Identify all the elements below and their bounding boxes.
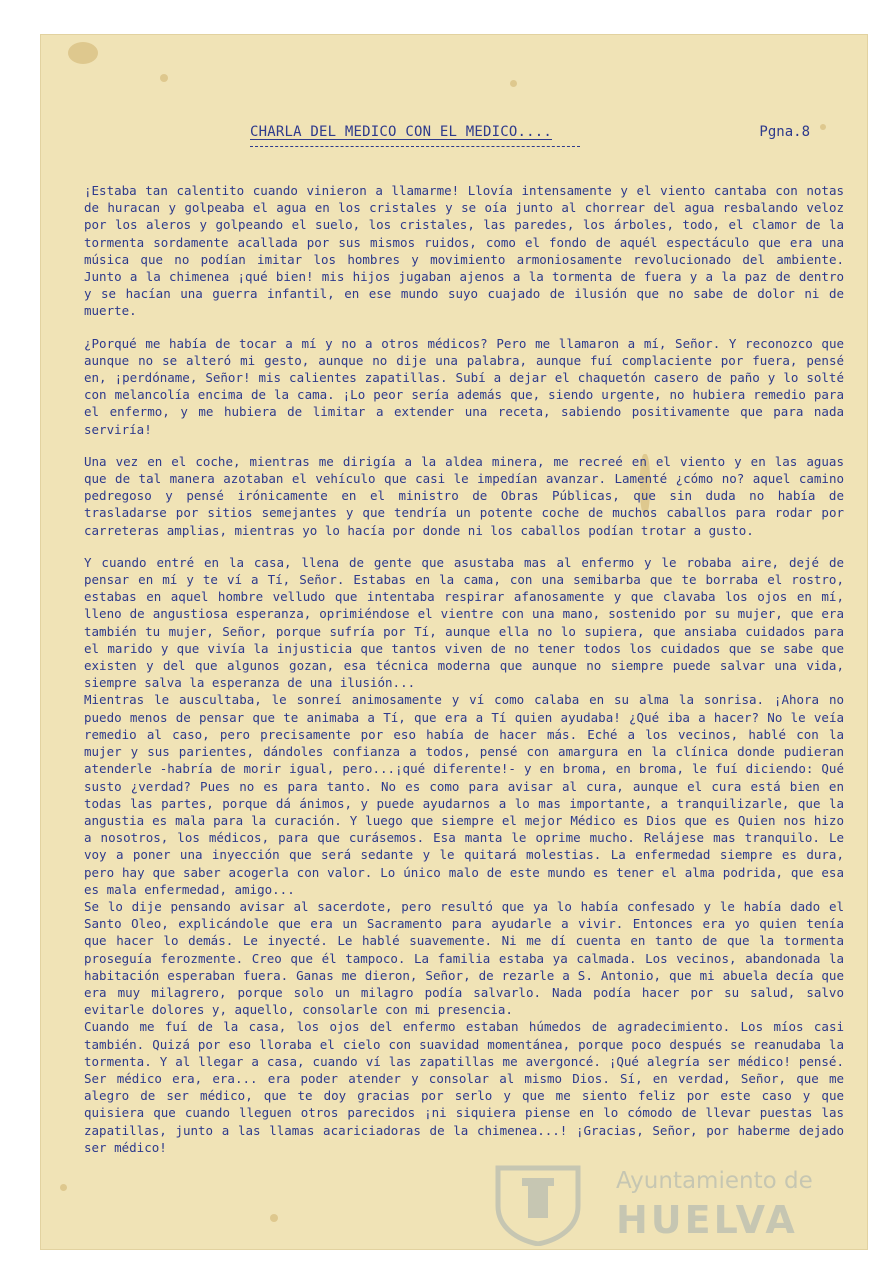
paragraph: Y cuando entré en la casa, llena de gente que asustaba mas al enfermo y le robaba aire, dejé de pensar en mí y te ví a Tí, Señor. Estabas en la cama, con una semibarba que te borraba el rostro, estabas en aquel hombre velludo que intentaba respirar afanosamente y que clavaba los ojos en mí, lleno de angustiosa esperanza, oprimiéndose el vientre con una mano, sostenido por su mujer, que era también tu mujer, Señor, porque sufría por Tí, aunque ella no lo supiera, que ansiaba cuidados para el marido y que vivía la injusticia que tantos viven de no tener todos los cuidados que se sabe que existen y del que algunos gozan, esa técnica moderna que aunque no siempre puede salvar una vida, siempre salva la esperanza de una ilusión... — [84, 554, 844, 691]
watermark-line-2: HUELVA — [616, 1198, 798, 1242]
archive-watermark — [488, 1150, 828, 1250]
paragraph: Una vez en el coche, mientras me dirigía a la aldea minera, me recreé en el viento y en las aguas que de tal manera azotaban el vehículo que casi le impedían avanzar. Lamenté ¿cómo no? aquel camino pedregoso y pensé irónicamente en el ministro de Obras Públicas, que sin duda no había de trasladarse por sitios semejantes y que tendría un potente coche de muchos caballos para rodar por carreteras amplias, mientras yo lo hacía por donde ni los caballos podían trotar a gusto. — [84, 453, 844, 538]
paragraph: Se lo dije pensando avisar al sacerdote, pero resultó que ya lo había confesado y le había dado el Santo Oleo, explicándole que era un Sacramento para ayudarle a vivir. Entonces era yo quien tenía que hacer lo demás. Le inyecté. Le hablé suavemente. Ni me dí cuenta en tanto de que la tormenta proseguía ferozmente. Creo que él tampoco. La familia estaba ya calmada. Los vecinos, abandonada la habitación esperaban fuera. Ganas me dieron, Señor, de rezarle a S. Antonio, que mi abuela decía que era muy milagrero, porque solo un milagro podía salvarlo. Nada podía hacer por su salud, salvo evitarle dolores y, aquello, consolarle con mi presencia. — [84, 898, 844, 1018]
paragraph: ¿Porqué me había de tocar a mí y no a otros médicos? Pero me llamaron a mí, Señor. Y reconozco que aunque no se alteró mi gesto, aunque no dije una palabra, aunque fuí complaciente por fuera, pensé en, ¡perdóname, Señor! mis calientes zapatillas. Subí a dejar el chaquetón casero de paño y lo solté con melancolía encima de la cama. ¡Lo peor sería además que, siendo urgente, no hubiera remedio para el enfermo, y me hubiera de limitar a extender una receta, sabiendo positivamente que para nada serviría! — [84, 335, 844, 437]
page-number: Pgna.8 — [759, 124, 810, 140]
paragraph: ¡Estaba tan calentito cuando vinieron a llamarme! Llovía intensamente y el viento cantaba con notas de huracan y golpeaba el agua en los cristales y se oía junto al chorrear del agua resbalando veloz por los aleros y golpeando el suelo, los cristales, las paredes, los árboles, todo, el clamor de la tormenta sordamente acallada por sus mismos ruidos, como el fondo de aquél espectáculo que era una música que no podían imitar los hombres y movimiento armoniosamente revolucionado del ambiente. Junto a la chimenea ¡qué bien! mis hijos jugaban ajenos a la tormenta de fuera y a la paz de dentro y se hacían una guerra infantil, en ese mundo suyo cuajado de ilusión que no sabe de dolor ni de muerte. — [84, 183, 844, 319]
stain-spot — [270, 1214, 278, 1222]
title-underline — [250, 146, 580, 147]
document-body — [84, 182, 844, 1156]
stain-spot — [160, 74, 168, 82]
stain-spot — [60, 1184, 67, 1191]
coat-of-arms-icon — [488, 1162, 588, 1246]
stain-spot — [510, 80, 517, 87]
watermark-line-1: Ayuntamiento de — [616, 1168, 813, 1194]
stain-spot — [68, 42, 98, 64]
page-header — [250, 124, 810, 154]
paragraph: Mientras le auscultaba, le sonreí animosamente y ví como calaba en su alma la sonrisa. ¡Ahora no puedo menos de pensar que te animaba a Tí, que era a Tí quien ayudaba! ¿Qué iba a hacer? No le veía remedio al caso, pero precisamente por eso había de hacer más. Eché a los vecinos, hablé con la mujer y sus parientes, dándoles confianza a todos, pensé con amargura en la clínica donde pudieran atenderle -habría de morir igual, pero...¡qué diferente!- y en broma, en broma, le fuí diciendo: Qué susto ¿verdad? Pues no es para tanto. No es como para avisar al cura, aunque el cura está bien en todas las partes, porque dá ánimos, y puede ayudarnos a lo mas importante, a tranquilizarle, que la angustia es mala para la curación. Y luego que siempre el mejor Médico es Dios que es Quien nos hizo a nosotros, los médicos, para que curásemos. Esa manta le oprime mucho. Relájese mas tranquilo. Le voy a poner una inyección que será sedante y le quitará molestias. La enfermedad siempre es dura, pero hay que saber acogerla con valor. Lo único malo de este mundo es tener el alma podrida, que esa es mala enfermedad, amigo... — [84, 692, 844, 897]
stain-spot — [820, 124, 826, 130]
document-title: CHARLA DEL MEDICO CON EL MEDICO.... — [250, 124, 553, 140]
paragraph: Cuando me fuí de la casa, los ojos del enfermo estaban húmedos de agradecimiento. Los míos casi también. Quizá por eso lloraba el cielo con suavidad momentánea, porque poco después se reanudaba la tormenta. Y al llegar a casa, cuando ví las zapatillas me avergoncé. ¡Qué alegría ser médico! pensé. Ser médico era, era... era poder atender y consolar al mismo Dios. Sí, en verdad, Señor, que me alegro de ser médico, que te doy gracias por serlo y que me siento feliz por este caso y que quisiera que cuando lleguen otros parecidos ¡ni siquiera piense en lo cómodo de llevar puestas las zapatillas, junto a las llamas acariciadoras de la chimenea...! ¡Gracias, Señor, por haberme dejado ser médico! — [84, 1019, 844, 1155]
